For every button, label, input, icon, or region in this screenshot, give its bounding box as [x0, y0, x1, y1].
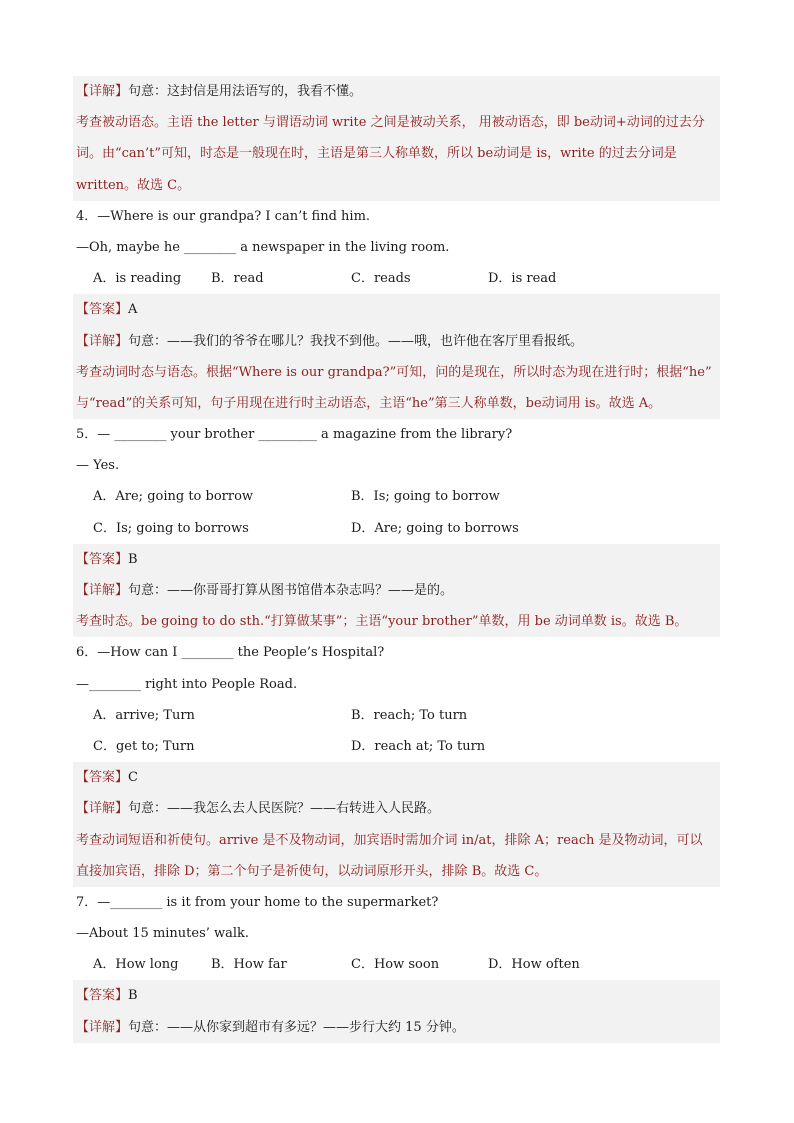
option-text: D．Are; going to borrows: [351, 520, 519, 536]
line-text: 与“read”的关系可知，句子用现在进行时主动语态，主语“he”第三人称单数，be动词用 is。故选 A。: [76, 395, 662, 411]
section-tag: 【答案】: [76, 551, 129, 567]
explanation-line: [73, 575, 720, 606]
section-tag: 【详解】: [76, 583, 129, 598]
option-text: B．reach; To turn: [351, 707, 468, 723]
option-text: C．get to; Turn: [93, 738, 195, 754]
line-text: 4．—Where is our grandpa? I can’t find him.: [76, 208, 371, 224]
question-line: [73, 232, 720, 263]
option-text: D．How often: [488, 957, 580, 973]
option-text: B．How far: [211, 957, 287, 973]
section-tag: 【详解】: [76, 1019, 129, 1035]
question-line: [73, 887, 720, 918]
question-line: [73, 419, 720, 450]
option-text: C．Is; going to borrows: [93, 520, 249, 536]
explanation-line: [73, 1012, 720, 1043]
section-tag: 【详解】: [76, 84, 129, 99]
explanation-line: [73, 793, 720, 824]
options-row: [73, 513, 720, 544]
document-page: [73, 76, 720, 1043]
line-text: B: [128, 988, 138, 1004]
line-text: 6．—How can I ________ the People’s Hospital?: [76, 645, 385, 661]
analysis-line: [73, 357, 720, 388]
option-text: D．is read: [488, 271, 557, 287]
line-text: —Oh, maybe he ________ a newspaper in the living room.: [76, 239, 450, 255]
analysis-line: [73, 825, 720, 856]
line-text: 考查动词短语和祈使句。arrive 是不及物动词，加宾语时需加介词 in/at，排除 A；reach 是及物动词，可以: [76, 832, 703, 848]
options-row: [73, 949, 720, 980]
line-text: —About 15 minutes’ walk.: [76, 926, 250, 942]
line-text: 考查时态。be going to do sth.“打算做某事”；主语“your brother”单数，用 be 动词单数 is。故选 B。: [76, 614, 688, 630]
line-text: 句意：——我们的爷爷在哪儿？我找不到他。——哦，也许他在客厅里看报纸。: [128, 333, 584, 349]
options-row: [73, 481, 720, 512]
analysis-line: [73, 856, 720, 887]
explanation-line: [73, 326, 720, 357]
analysis-line: [73, 107, 720, 138]
section-tag: 【详解】: [76, 333, 129, 349]
section-tag: 【答案】: [76, 770, 129, 786]
section-tag: 【详解】: [76, 801, 129, 817]
option-text: A．Are; going to borrow: [93, 489, 254, 505]
question-line: [73, 918, 720, 949]
line-text: 考查动词时态与语态。根据“Where is our grandpa?”可知，问的是现在，所以时态为现在进行时；根据“he”: [76, 364, 712, 380]
line-text: 句意：——从你家到超市有多远？——步行大约 15 分钟。: [128, 1019, 465, 1035]
line-text: A: [128, 302, 138, 318]
analysis-line: [73, 606, 720, 637]
explanation-line: [73, 294, 720, 325]
line-text: 5．— ________ your brother _________ a magazine from the library?: [76, 427, 513, 443]
line-text: B: [128, 551, 138, 567]
options-row: [73, 731, 720, 762]
option-text: B．Is; going to borrow: [351, 489, 500, 505]
section-tag: 【答案】: [76, 302, 129, 318]
question-line: [73, 450, 720, 481]
line-text: —________ right into People Road.: [76, 676, 298, 692]
option-text: A．How long: [93, 957, 179, 973]
line-text: 句意：——你哥哥打算从图书馆借本杂志吗？——是的。: [128, 583, 454, 598]
option-text: C．reads: [351, 271, 411, 287]
line-text: 直接加宾语，排除 D；第二个句子是祈使句，以动词原形开头，排除 B。故选 C。: [76, 863, 548, 879]
line-text: 词。由“can’t”可知，时态是一般现在时，主语是第三人称单数，所以 be动词是 is，write 的过去分词是: [76, 146, 677, 162]
question-line: [73, 201, 720, 232]
question-line: [73, 669, 720, 700]
line-text: written。故选 C。: [76, 177, 191, 193]
option-text: C．How soon: [351, 957, 440, 973]
analysis-line: [73, 138, 720, 169]
options-row: [73, 700, 720, 731]
line-text: 考查被动语态。主语 the letter 与谓语动词 write 之间是被动关系， 用被动语态，即 be动词+动词的过去分: [76, 115, 705, 131]
line-text: C: [128, 770, 138, 786]
line-text: — Yes.: [76, 458, 120, 474]
option-text: D．reach at; To turn: [351, 738, 486, 754]
option-text: A．arrive; Turn: [93, 707, 195, 723]
analysis-line: [73, 170, 720, 201]
line-text: 句意：——我怎么去人民医院？——右转进入人民路。: [128, 801, 441, 817]
analysis-line: [73, 388, 720, 419]
section-tag: 【答案】: [76, 988, 129, 1004]
option-text: A．is reading: [93, 271, 182, 287]
line-text: 句意：这封信是用法语写的，我看不懂。: [128, 84, 363, 99]
options-row: [73, 263, 720, 294]
question-line: [73, 637, 720, 668]
explanation-line: [73, 76, 720, 107]
line-text: 7．—________ is it from your home to the supermarket?: [76, 894, 439, 910]
explanation-line: [73, 544, 720, 575]
option-text: B．read: [211, 271, 264, 287]
explanation-line: [73, 762, 720, 793]
explanation-line: [73, 980, 720, 1011]
